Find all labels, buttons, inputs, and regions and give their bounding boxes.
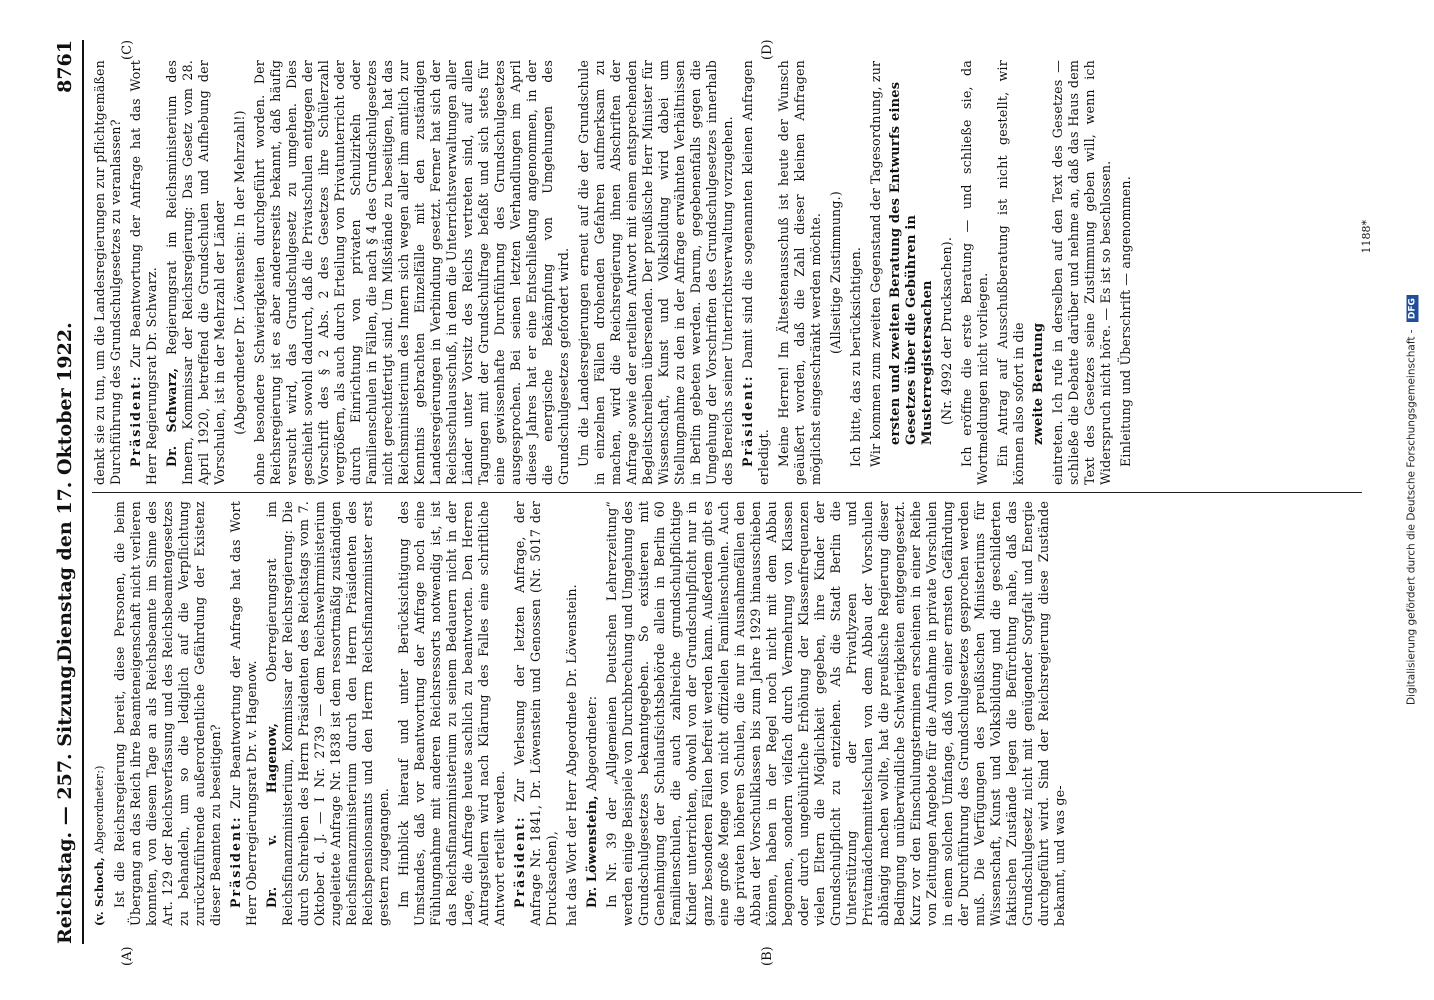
paragraph-text: Zur Beantwortung der Anfrage hat das Wort Herr Regierungsrat Dr. Schwarz. [128,60,159,485]
speaker-name: (v. Schoch, [93,857,106,926]
paragraph [264,501,392,926]
speaker-name: Dr. Schwarz, [164,367,179,467]
paragraph-text: Zur Verlesung der letzten Anfrage, der Anfrage Nr. 1841, Dr. Löwenstein und Genossen (Nr. 5017 der Drucksachen), [512,501,559,926]
margin-marker-a: (A) [120,946,135,966]
speaker-role: Abgeordneter:) [93,765,106,854]
paragraph-text: Oberregierungsrat im Reichsfinanzministerium, Kommissar der Reichsregierung: Die durch Schreiben des Herrn Präsidenten des Reichstags vom 7. Oktober d. J. — I Nr. 2739 — dem Reichswehrministerium zugeleitete Anfrage Nr. 1838 ist dem ressortmäßig zuständigen Reichsfinanzministerium durch den Herrn Präsidenten des Reichspensionsamts und den Herrn Reichsfinanzminister erst gestern zugegangen. [264,501,391,926]
paragraph: Ich bitte, das zu berücksichtigen. [848,246,863,467]
paragraph [164,60,228,485]
header-session: Reichstag. — 257. Sitzung. [54,658,76,944]
paragraph [740,60,772,485]
paragraph: hat das Wort der Herr Abgeordnete Dr. Löwenstein. [564,584,579,926]
paragraph [512,501,560,926]
header-page-number: 8761 [54,40,76,93]
agenda-heading: ersten und zweiten Beratung des Entwurfs eines Gesetzes über die Gebühren in Musterregistersachen [888,81,935,445]
interjection: (Allseitige Zustimmung.) [828,191,843,354]
dfg-logo: DFG [1407,295,1419,322]
paragraph: Im Hinblick hierauf und unter Berücksichtigung des Umstandes, daß vor Beantwortung der Anfrage noch eine Fühlungnahme mit anderen Reichsressorts notwendig ist, ist das Reichsfinanzministerium zu seinem Bedauern nicht in der Lage, die Anfrage heute sachlich zu beantworten. Den Herren Antragstellern wird nach Klärung des Falles eine schriftliche Antwort erteilt werden. [396,501,507,926]
paragraph: In Nr. 39 der „Allgemeinen Deutschen Lehrerzeitung“ werden einige Beispiele von Durchbrechung und Umgehung des Grundschulgesetzes bekanntgegeben. So existieren mit Genehmigung der Schulaufsichtsbehörde allein in Berlin 60 Familienschulen, die auch zahlreiche grundschulpflichtige Kinder unterrichten, obwohl von der Grundschulpflicht nur in ganz besonderen Fällen befreit werden kann. Außerdem gibt es eine große Menge von nicht offiziellen Familienschulen. Auch die privaten höheren Schulen, die nur in Ausnahmefällen den Abbau der Vorschulklassen bis zum Jahre 1929 hinausschieben können, haben in der Regel noch nicht mit dem Abbau begonnen, sondern vielfach durch Vermehrung von Klassen oder durch ungebührliche Erhöhung der Klassenfrequenzen vielen Eltern die Möglichkeit gegeben, ihre Kinder der Grundschulpflicht zu entziehen. Als die Stadt Berlin die Unterstützung der Privatlyzeen und Privatmädchenmittelschulen von dem Abbau der Vorschulen abhängig machen wollte, hat die preußische Regierung dieser Bedingung unüberwindliche Schwierigkeiten entgegengesetzt. Kurz vor den Einschulungsterminen erscheinen in einer Reihe von Zeitungen Angebote für die Aufnahme in private Vorschulen in einem solchen Umfange, daß von einer ernsten Gefährdung der Durchführung des Grundschulgesetzes gesprochen werden muß. Die Verfügungen des preußischen Ministeriums für Wissenschaft, Kunst und Volksbildung und die geschilderten faktischen Zustände legen die Befürchtung nahe, daß das Grundschulgesetz nicht mit genügender Sorgfalt und Energie durchgeführt wird. Sind der Reichsregierung diese Zustände bekannt, und was ge- [604,501,1067,926]
paragraph: Ist die Reichsregierung bereit, diese Personen, die beim Übergang an das Reich ihre Beamteneigenschaft nicht verlieren konnten, von diesem Tage an als Reichsbeamte im Sinne des Art. 129 der Reichsverfassung und des Reichsbeamtengesetzes zu behandeln, um so die lediglich auf die Verpflichtung zurückzuführende außerordentliche Gefährdung der Existenz dieser Beamten zu beseitigen? [112,501,223,926]
paragraph: Ich eröffne die erste Beratung — und schließe sie, da Wortmeldungen nicht vorliegen. [959,60,990,485]
margin-marker-d: (D) [760,39,775,60]
agenda-heading: zweite Beratung [1031,322,1046,445]
paragraph [128,60,160,485]
speaker-name: Dr. Löwenstein, [584,795,599,908]
paragraph: Um die Landesregierungen erneut auf die der Grundschule in einzelnen Fällen drohenden Gefahren aufmerksam zu machen, wird die Reichsregierung ihnen Abschriften der Anfrage sowie der erteilten Antwort mit einem entsprechenden Begleitschreiben übersenden. Der preußische Herr Minister für Wissenschaft, Kunst und Volksbildung wird dabei um Stellungnahme zu den in der Anfrage erwähnten Verhältnissen in Berlin gebeten werden. Darum, gegebenenfalls gegen die Umgehung der Vorschriften des Grundschulgesetzes innerhalb des Bereichs seiner Unterrichtsverwaltung vorzugehen. [576,60,735,485]
paragraph: Ein Antrag auf Ausschußberatung ist nicht gestellt, wir können also sofort in die [995,60,1026,485]
agenda-reference: (Nr. 4992 der Drucksachen). [939,236,954,425]
column-divider [92,492,1362,493]
paragraph: Wir kommen zum zweiten Gegenstand der Tagesordnung, zur [868,60,883,467]
speaker-role: Abgeordneter: [584,695,599,792]
digitization-credit [1406,10,1419,990]
paragraph-text: Regierungsrat im Reichsministerium des Innern, Kommissar der Reichsregierung: Das Gesetz vom 28. April 1920, betreffend die Grundschulen und Aufhebung der Vorschulen, ist in der Mehrzahl der Länder [164,60,227,485]
speaker-line [92,501,108,926]
credit-text: Digitalisierung gefördert durch die Deutsche Forschungsgemeinschaft - [1405,329,1418,705]
margin-marker-c: (C) [120,39,135,60]
speaker-name: Präsident: [740,374,755,467]
margin-marker-b: (B) [760,946,775,966]
right-column [92,60,1362,485]
paragraph: denkt sie zu tun, um die Landesregierungen zur pflichtgemäßen Durchführung des Grundschulgesetzes zu veranlassen? [92,60,123,485]
paragraph-text: Damit sind die sogenannten kleinen Anfragen erledigt. [740,60,771,485]
speaker-name: Präsident: [512,815,527,908]
interjection: (Abgeordneter Dr. Löwenstein: In der Mehrzahl!) [232,110,247,435]
header-date: Dienstag den 17. Oktober 1922. [54,322,76,662]
left-column [92,501,1362,926]
paragraph [584,501,600,926]
paragraph: Meine Herren! Im Ältestenausschuß ist heute der Wunsch geäußert worden, daß die Zahl dieser kleinen Anfragen möglichst eingeschränkt werden möchte. [776,60,823,485]
paragraph: Einleitung und Überschrift — angenommen. [1118,176,1133,467]
speaker-name: Dr. v. Hagenow, [264,722,279,908]
speaker-name: Präsident: [128,374,143,467]
sheet-number: 1188* [1360,220,1373,254]
paragraph: eintreten. Ich rufe in derselben auf den Text des Gesetzes — schließe die Debatte darüber und nehme an, daß das Haus dem Text des Gesetzes seine Zustimmung geben will, wenn ich Widerspruch nicht höre. — Es ist so beschlossen. [1050,60,1113,485]
page-header [52,40,84,944]
speaker-name: Präsident: [228,815,243,908]
paragraph [228,501,260,926]
paragraph-text: Zur Beantwortung der Anfrage hat das Wort Herr Oberregierungsrat Dr. v. Hagenow. [228,501,259,926]
paragraph: ohne besondere Schwierigkeiten durchgeführt worden. Der Reichsregierung ist es aber andererseits bekannt, daß häufig versucht wird, das Grundschulgesetz zu umgehen. Dies geschieht sowohl dadurch, daß die Privatschulen entgegen der Vorschrift des § 2 Abs. 2 des Gesetzes ihre Schülerzahl vergrößern, als auch durch Erteilung von Privatunterricht oder durch Einrichtung von privaten Schulzirkeln oder Familienschulen in Fällen, die nach § 4 des Grundschulgesetzes nicht gerechtfertigt sind. Um Mißstände zu beseitigen, hat das Reichsministerium des Innern sich wegen aller ihm amtlich zur Kenntnis gebrachten Einzelfälle mit den zuständigen Landesregierungen in Verbindung gesetzt. Ferner hat sich der Reichsschulausschuß, in dem die Unterrichtsverwaltungen aller Länder unter Vorsitz des Reichs vertreten sind, auf allen Tagungen mit der Grundschulfrage befaßt und sich stets für eine gewissenhafte Durchführung des Grundschulgesetzes ausgesprochen. Bei seinen letzten Verhandlungen im April dieses Jahres hat er eine Entschließung angenommen, in der die energische Bekämpfung von Umgehungen des Grundschulgesetzes gefordert wird. [252,60,571,485]
